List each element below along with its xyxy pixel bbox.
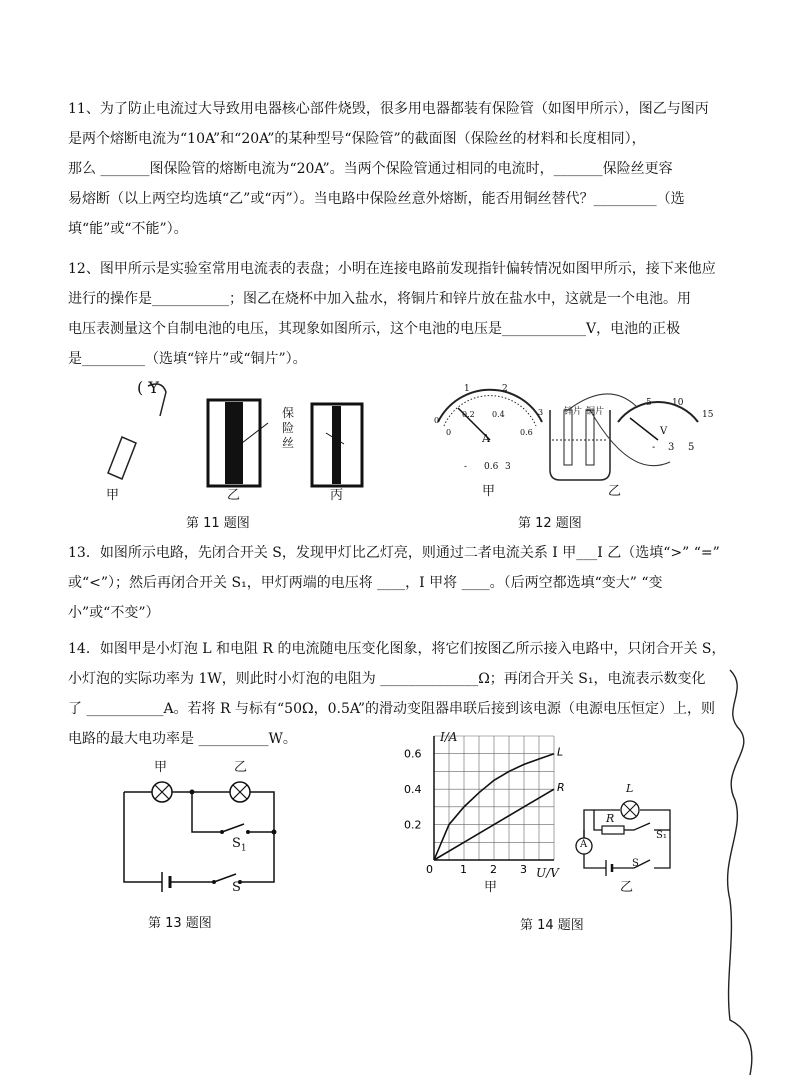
series-label-R: R [557,781,565,795]
ammeter-tick: 3 [538,408,544,417]
y-tick-label: 0.4 [404,783,422,797]
fig14-caption: 第 14 题图 [520,918,584,933]
q14-line: 了 ___________A。若将 R 与标有“50Ω，0.5A”的滑动变阻器串联后接到该电源（电源电压恒定）上，则 [68,701,716,717]
ammeter-tick: 0 [434,416,440,425]
voltmeter-terminal: - [652,442,656,453]
series-label-L: L [557,745,564,759]
switch-s1-blade [634,823,650,830]
switch-s1-label: S₁ [656,830,667,841]
q14-line: 小灯泡的实际功率为 1W，则此时小灯泡的电阻为 ______________Ω；再闭合开关 S₁，电流表示数变化 [68,671,706,687]
beaker [550,410,610,480]
voltmeter-arc [618,402,698,422]
y-axis-label: I/A [440,730,458,744]
q13-line: 小”或“不变”） [68,605,160,621]
voltmeter-tick: 15 [702,410,714,420]
ammeter-unit: A [482,432,490,445]
switch-s-label: S [232,880,241,895]
lamp-yi-label: 乙 [234,760,248,775]
q12-line: 进行的操作是___________；图乙在烧杯中加入盐水，将铜片和锌片放在盐水中，这就是一个电池。用 [68,291,691,307]
ammeter-tick: 1 [464,384,470,394]
resistor-r-label: R [606,812,615,825]
fig14-iu-graph [400,730,565,880]
fig14-circuit-label: 乙 [620,880,634,895]
y-tick-label: 0.6 [404,747,422,761]
fuse-bing-wire [332,406,341,484]
q13-line: 或“<”）；然后再闭合开关 S₁，甲灯两端的电压将 ____，I 甲将 ____。（后两空都选填“变大” “变 [68,575,663,591]
fig12-drawing [430,380,700,500]
ammeter-terminal: - [464,462,468,472]
fig13-caption: 第 13 题图 [148,916,212,931]
fuse-label: 保险丝 [282,406,295,450]
question-12 [68,254,758,374]
voltmeter-tick: 5 [646,398,652,408]
ammeter-arc [438,390,542,422]
question-13 [68,538,758,628]
q11-line: 易熔断（以上两空均选填“乙”或“丙”）。当电路中保险丝意外熔断，能否用铜丝替代？_________（选 [68,191,685,207]
ammeter-tick: 0.6 [520,428,533,437]
ammeter-terminal: 3 [505,462,511,472]
ammeter-tick: 2 [502,384,508,394]
q11-line: 填“能”或“不能”）。 [68,221,188,237]
lamp-l-label: L [626,782,634,795]
q11-line: 是两个熔断电流为“10A”和“20A”的某种型号“保险管”的截面图（保险丝的材料和长度相同）， [68,131,646,147]
zinc-plate [564,410,572,465]
q12-line: 电压表测量这个自制电池的电压，其现象如图所示，这个电池的电压是____________V，电池的正极 [68,321,681,337]
question-11 [68,94,758,244]
ammeter-label: A [580,839,588,850]
q11-line: 那么 _______图保险管的熔断电流为“20A”。当两个保险管通过相同的电流时，_______保险丝更容 [68,161,673,177]
ammeter-tick: 0 [446,428,452,437]
switch-s-label: S [632,858,639,869]
copper-plate [586,410,594,465]
q12-line: 12、图甲所示是实验室常用电流表的表盘；小明在连接电路前发现指针偏转情况如图甲所示，接下来他应 [68,261,716,277]
fig13-circuit [118,770,288,890]
switch-s1-label: $S_1$ [232,836,247,854]
voltmeter-tick: 10 [672,398,684,408]
q13-line: 13．如图所示电路，先闭合开关 S，发现甲灯比乙灯亮，则通过二者电流关系 I 甲___I 乙（选填“>” “=” [68,545,720,561]
fig11-label-jia: 甲 [106,488,120,503]
voltmeter-terminal: 3 [668,442,675,453]
ammeter-tick: 0.4 [492,410,505,419]
voltmeter-unit: V [660,426,668,437]
margin-pen-stroke [690,660,770,1080]
x-tick-label: 1 [460,863,467,876]
q11-line: 11、为了防止电流过大导致用电器核心部件烧毁，很多用电器都装有保险管（如图甲所示），图乙与图丙 [68,101,709,117]
x-tick-label: 3 [520,863,527,876]
voltmeter-terminal: 5 [688,442,695,453]
beaker-label: 铜片 [586,407,605,417]
ammeter-tick: 0.2 [462,410,475,419]
fuse-tube-sketch [108,437,136,479]
fig11-caption: 第 11 题图 [186,516,250,531]
fig11-label-bing: 丙 [330,488,344,503]
fig11-label-yi: 乙 [227,488,241,503]
beaker-label: 锌片 [564,407,583,417]
voltmeter-needle [630,418,658,440]
q14-line: 14．如图甲是小灯泡 L 和电阻 R 的电流随电压变化图象，将它们按图乙所示接入电路中，只闭合开关 S， [68,641,726,657]
lamp-jia-label: 甲 [154,760,168,775]
fig14-graph-label: 甲 [484,880,498,895]
q12-line: 是_________（选填“锌片”或“铜片”）。 [68,351,307,367]
graph-grid [434,736,554,860]
fuse-yi-wire [225,402,243,484]
switch-s1-blade [222,824,244,832]
x-axis-label: U/V [536,866,559,880]
q14-line: 电路的最大电功率是 __________W。 [68,731,297,747]
y-tick-label: 0.2 [404,818,422,832]
fig12-label-yi: 乙 [608,484,622,499]
ammeter-terminal: 0.6 [484,462,499,472]
x-tick-label: 0 [426,863,433,876]
resistor-r [602,826,624,834]
x-tick-label: 2 [490,863,497,876]
connecting-wires [568,394,670,466]
fig12-label-jia: 甲 [482,484,496,499]
fig12-caption: 第 12 题图 [518,516,582,531]
handwritten-note: ( Y [137,378,159,397]
